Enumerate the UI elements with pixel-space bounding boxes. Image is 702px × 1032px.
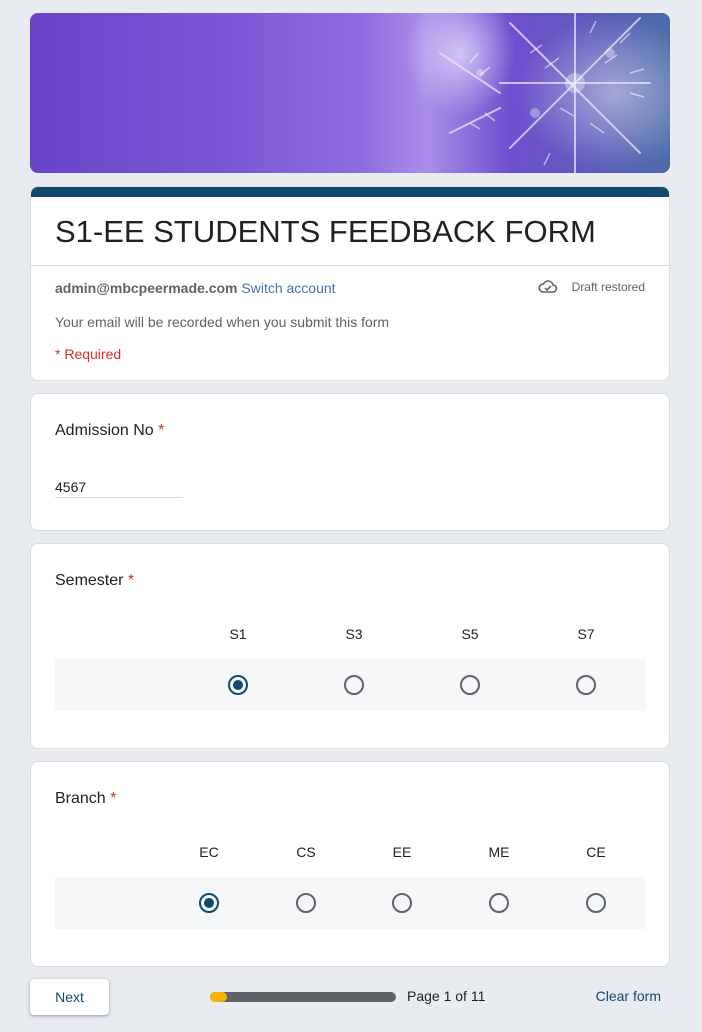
question-label: Admission No — [55, 422, 154, 439]
form-title: S1-EE STUDENTS FEEDBACK FORM — [55, 214, 596, 249]
page-indicator: Page 1 of 11 — [407, 988, 486, 1004]
radio-ec[interactable] — [199, 893, 219, 913]
radio-s3[interactable] — [344, 675, 364, 695]
account-email: admin@mbcpeermade.com — [55, 280, 238, 296]
draft-status-text: Draft restored — [571, 280, 645, 294]
required-notice: * Required — [55, 346, 122, 362]
branch-radio-row — [55, 877, 646, 929]
clear-form-button[interactable]: Clear form — [595, 988, 661, 1004]
header-divider — [31, 265, 669, 266]
question-branch — [30, 761, 670, 967]
progress-bar — [210, 992, 396, 1002]
semester-radio-row — [55, 659, 646, 711]
radio-s5[interactable] — [460, 675, 480, 695]
column-label-ee: EE — [392, 844, 412, 860]
cloud-check-icon — [538, 279, 558, 295]
question-label: Branch — [55, 790, 106, 807]
question-semester — [30, 543, 670, 749]
radio-ce[interactable] — [586, 893, 606, 913]
account-row — [55, 280, 336, 296]
radio-me[interactable] — [489, 893, 509, 913]
required-star: * — [127, 572, 135, 589]
column-label-cs: CS — [296, 844, 316, 860]
radio-cs[interactable] — [296, 893, 316, 913]
header-banner-image — [30, 13, 670, 173]
column-label-s1: S1 — [229, 626, 247, 642]
radio-s7[interactable] — [576, 675, 596, 695]
progress-fill — [210, 992, 227, 1002]
radio-ee[interactable] — [392, 893, 412, 913]
column-label-s3: S3 — [345, 626, 363, 642]
next-button[interactable]: Next — [30, 979, 109, 1015]
column-label-me: ME — [488, 844, 510, 860]
question-label: Semester — [55, 572, 124, 589]
question-title — [55, 790, 116, 808]
snowflake-graphic — [30, 13, 670, 173]
form-header-card — [30, 186, 670, 381]
column-label-s5: S5 — [461, 626, 479, 642]
required-star: * — [158, 422, 165, 439]
radio-s1[interactable] — [228, 675, 248, 695]
question-title — [55, 572, 134, 590]
column-label-ec: EC — [199, 844, 219, 860]
admission-no-input[interactable] — [55, 476, 183, 498]
question-title — [55, 422, 164, 440]
question-admission-no — [30, 393, 670, 531]
switch-account-link[interactable]: Switch account — [241, 280, 336, 296]
required-star: * — [110, 790, 117, 807]
column-label-s7: S7 — [577, 626, 595, 642]
theme-accent-bar — [31, 187, 669, 197]
column-label-ce: CE — [586, 844, 606, 860]
email-notice: Your email will be recorded when you submit this form — [55, 314, 390, 330]
draft-status — [538, 279, 645, 295]
